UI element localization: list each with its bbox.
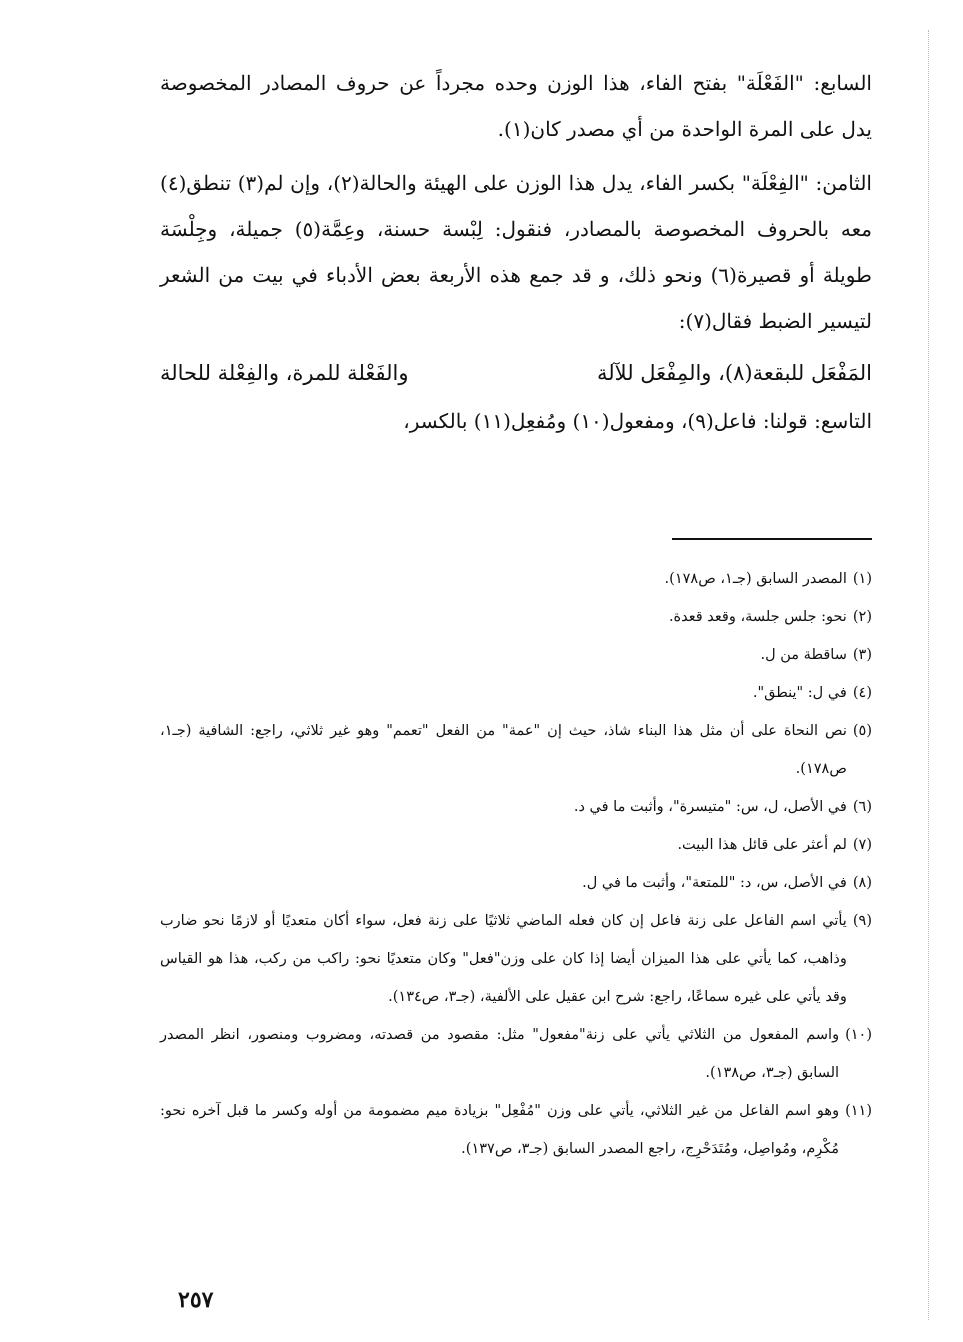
footnote-text: وهو اسم الفاعل من غير الثلاثي، يأتي على وزن "مُفْعِل" بزيادة ميم مضمومة من أوله وكسر ما قبل آخره نحو: مُكْرِم، ومُواصِل، ومُتَدَحْرِج، راجع المصدر السابق (جـ٣، ص١٣٧). [160,1103,840,1157]
footnote [160,826,872,864]
footnote-number: (١) [852,571,872,587]
footnote-text: يأتي اسم الفاعل على زنة فاعل إن كان فعله الماضي ثلاثيًا على زنة فعل، سواء أكان متعديًا أو لازمًا نحو ضارب وذاهب، كما يأتي على هذا الميزان أيضا إذا كان على وزن"فعل" وكان متعديًا نحو: راكب من ركب، هذا هو القياس وقد يأتي على غيره سماعًا، راجع: شرح ابن عقيل على الألفية، (جـ٣، ص١٣٤). [160,913,847,1005]
footnote-text: في الأصل، ل، س: "متيسرة"، وأثبت ما في د. [573,799,847,815]
verse-second-hemistich: والفَعْلة للمرة، والفِعْلة للحالة [160,361,409,385]
scan-edge-mark [928,30,929,1320]
footnote-text: ساقطة من ل. [760,647,847,663]
poetry-verse [160,348,872,398]
footnote [160,1016,872,1092]
footnote-number: (١٠) [845,1027,872,1043]
footnote-number: (٢) [852,609,872,625]
footnote [160,902,872,1016]
footnote-separator [672,538,872,540]
footnote-text: لم أعثر على قائل هذا البيت. [677,837,847,853]
footnote-number: (٨) [852,875,872,891]
footnote-number: (٦) [852,799,872,815]
footnote-number: (٧) [852,837,872,853]
footnote [160,712,872,788]
footnote [160,1092,872,1168]
footnote-number: (١١) [845,1103,872,1119]
paragraph-eighth: الثامن: "الفِعْلَة" بكسر الفاء، يدل هذا الوزن على الهيئة والحالة(٢)، وإن لم(٣) تنطق(٤) معه بالحروف المخصوصة بالمصادر، فنقول: لِبْسة حسنة، وعِمَّة(٥) جميلة، وجِلْسَة طويلة أو قصيرة(٦) ونحو ذلك، و قد جمع هذه الأربعة بعض الأدباء في بيت من الشعر لتيسير الضبط فقال(٧): [160,171,872,333]
verse-first-hemistich: المَفْعَل للبقعة(٨)، والمِفْعَل للآلة [597,361,872,385]
footnote-text: نحو: جلس جلسة، وقعد قعدة. [668,609,847,625]
footnote-text: في الأصل، س، د: "للمتعة"، وأثبت ما في ل. [582,875,847,891]
footnote [160,598,872,636]
main-text [160,60,872,444]
footnote [160,864,872,902]
footnote [160,636,872,674]
footnote-text: نص النحاة على أن مثل هذا البناء شاذ، حيث إن "عمة" من الفعل "تعمم" وهو غير ثلاثي، راجع: الشافية (جـ١، ص١٧٨). [160,723,847,777]
footnote-number: (٤) [852,685,872,701]
footnote-number: (٩) [852,913,872,929]
page-number: ٢٥٧ [178,1287,214,1313]
paragraph-seventh: السابع: "الفَعْلَة" بفتح الفاء، هذا الوزن وحده مجرداً عن حروف المصادر المخصوصة يدل على المرة الواحدة من أي مصدر كان(١). [160,71,872,141]
footnote-number: (٥) [852,723,872,739]
footnote [160,788,872,826]
footnotes [160,560,872,1168]
footnote-number: (٣) [852,647,872,663]
footnote-text: المصدر السابق (جـ١، ص١٧٨). [664,571,847,587]
footnote-text: في ل: "ينطق". [752,685,847,701]
paragraph-ninth: التاسع: قولنا: فاعل(٩)، ومفعول(١٠) ومُفعِل(١١) بالكسر، [403,409,872,433]
footnote [160,560,872,598]
footnote-text: واسم المفعول من الثلاثي يأتي على زنة"مفعول" مثل: مقصود من قصدته، ومضروب ومنصور، انظر المصدر السابق (جـ٣، ص١٣٨). [160,1027,840,1081]
footnote [160,674,872,712]
